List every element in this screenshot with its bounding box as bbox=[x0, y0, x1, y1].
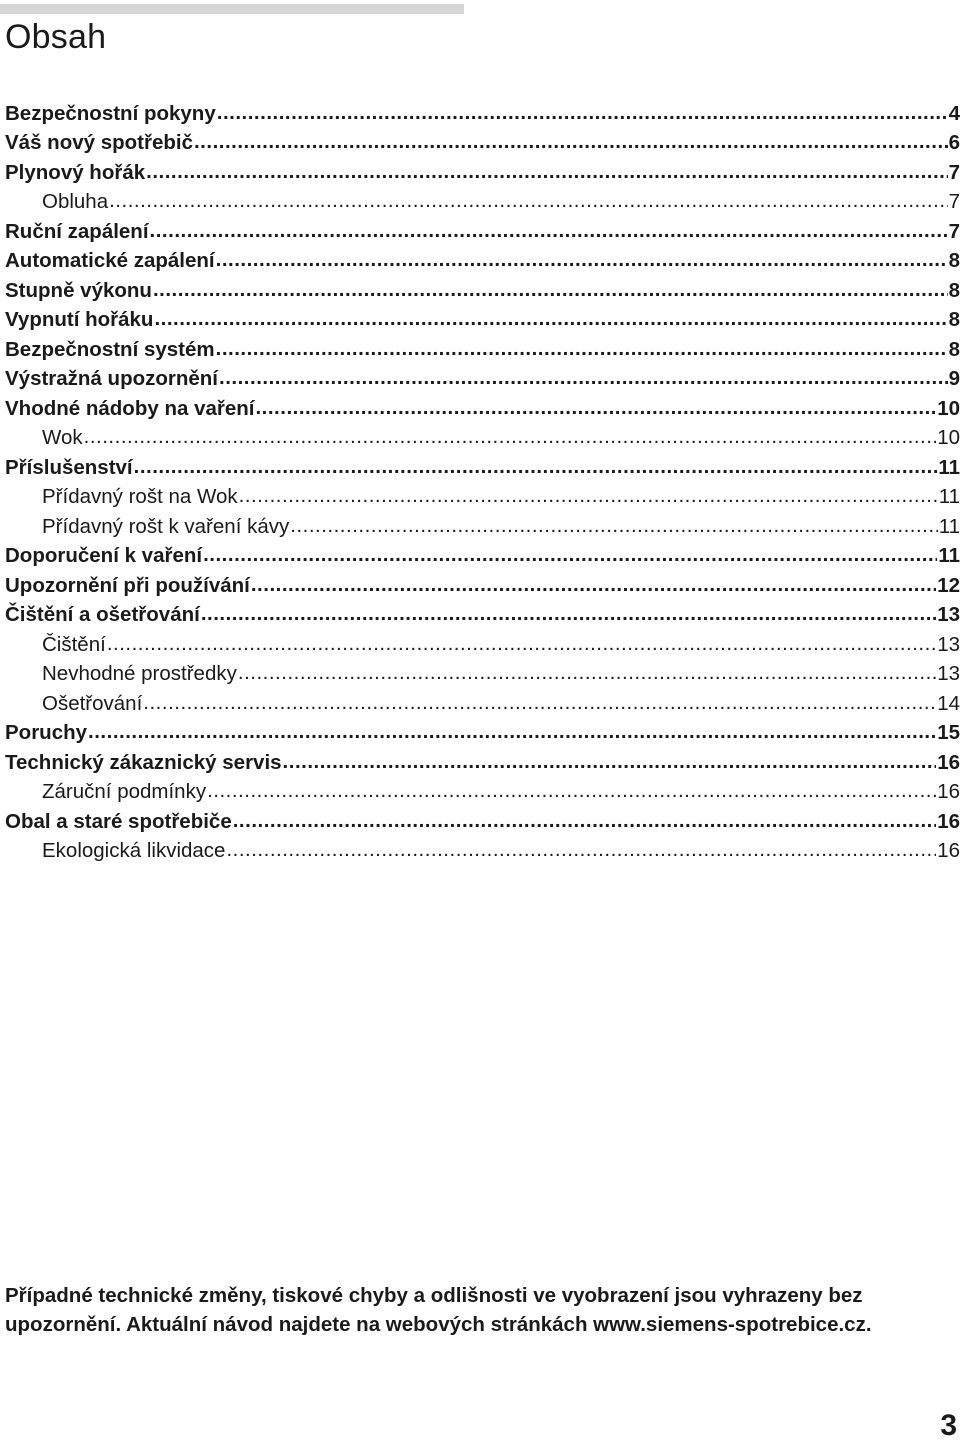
page-title: Obsah bbox=[5, 18, 107, 56]
toc-entry[interactable] bbox=[5, 394, 960, 424]
toc-leader-dots bbox=[154, 306, 947, 336]
toc-entry-page: 8 bbox=[948, 278, 960, 302]
toc-entry-page: 13 bbox=[937, 632, 960, 656]
toc-entry[interactable] bbox=[5, 99, 960, 129]
toc-leader-dots bbox=[203, 542, 937, 572]
toc-entry[interactable] bbox=[5, 276, 960, 306]
toc-entry-title: Vypnutí hořáku bbox=[5, 308, 154, 332]
toc-leader-dots bbox=[109, 188, 947, 218]
toc-leader-dots bbox=[134, 453, 938, 483]
toc-entry-page: 11 bbox=[938, 455, 960, 479]
toc-entry[interactable] bbox=[5, 542, 960, 572]
toc-entry-page: 14 bbox=[937, 691, 960, 715]
toc-entry[interactable] bbox=[5, 512, 960, 542]
toc-entry[interactable] bbox=[5, 247, 960, 277]
toc-entry-page: 8 bbox=[948, 249, 960, 273]
toc-entry[interactable] bbox=[5, 483, 960, 513]
toc-entry-page: 6 bbox=[948, 131, 960, 155]
toc-entry[interactable] bbox=[5, 217, 960, 247]
toc-entry[interactable] bbox=[5, 306, 960, 336]
toc-entry-page: 16 bbox=[937, 780, 960, 804]
toc-entry[interactable] bbox=[5, 571, 960, 601]
toc-entry-page: 8 bbox=[948, 337, 960, 361]
toc-entry-page: 7 bbox=[948, 160, 960, 184]
toc-entry-page: 12 bbox=[937, 573, 960, 597]
toc-entry-page: 7 bbox=[948, 219, 960, 243]
toc-entry[interactable] bbox=[5, 129, 960, 159]
toc-entry-page: 4 bbox=[948, 101, 960, 125]
toc-entry-title: Přídavný rošt na Wok bbox=[42, 485, 238, 509]
toc-entry-title: Stupně výkonu bbox=[5, 278, 152, 302]
toc-entry-title: Bezpečnostní systém bbox=[5, 337, 215, 361]
toc-leader-dots bbox=[153, 276, 948, 306]
toc-entry-title: Obluha bbox=[42, 190, 109, 214]
toc-leader-dots bbox=[219, 365, 948, 395]
toc-entry[interactable] bbox=[5, 748, 960, 778]
toc-entry[interactable] bbox=[5, 424, 960, 454]
toc-entry-page: 9 bbox=[948, 367, 960, 391]
toc-leader-dots bbox=[150, 217, 948, 247]
toc-entry-page: 7 bbox=[948, 190, 960, 214]
toc-leader-dots bbox=[290, 512, 937, 542]
toc-leader-dots bbox=[194, 129, 948, 159]
toc-leader-dots bbox=[201, 601, 936, 631]
toc-entry[interactable] bbox=[5, 188, 960, 218]
header-bar bbox=[0, 4, 464, 14]
toc-entry[interactable] bbox=[5, 837, 960, 867]
toc-entry-page: 11 bbox=[938, 544, 960, 568]
toc-entry-page: 16 bbox=[937, 809, 960, 833]
toc-leader-dots bbox=[217, 99, 948, 129]
toc-leader-dots bbox=[146, 158, 947, 188]
toc-leader-dots bbox=[283, 748, 937, 778]
toc-entry[interactable] bbox=[5, 365, 960, 395]
toc-leader-dots bbox=[207, 778, 936, 808]
page-number: 3 bbox=[940, 1409, 957, 1442]
toc-entry-title: Ošetřování bbox=[42, 691, 143, 715]
toc-entry-title: Přídavný rošt k vaření kávy bbox=[42, 514, 290, 538]
toc-entry[interactable] bbox=[5, 689, 960, 719]
toc-entry[interactable] bbox=[5, 630, 960, 660]
toc-entry-page: 13 bbox=[937, 603, 960, 627]
toc-entry-title: Wok bbox=[42, 426, 83, 450]
toc-leader-dots bbox=[233, 807, 936, 837]
toc-entry-title: Nevhodné prostředky bbox=[42, 662, 237, 686]
toc-leader-dots bbox=[84, 424, 937, 454]
toc-leader-dots bbox=[251, 571, 936, 601]
toc-leader-dots bbox=[216, 335, 948, 365]
toc-entry[interactable] bbox=[5, 778, 960, 808]
toc-entry-title: Bezpečnostní pokyny bbox=[5, 101, 216, 125]
toc-entry[interactable] bbox=[5, 335, 960, 365]
toc-leader-dots bbox=[239, 483, 938, 513]
toc-leader-dots bbox=[255, 394, 936, 424]
toc-leader-dots bbox=[238, 660, 936, 690]
toc-leader-dots bbox=[107, 630, 936, 660]
toc-entry-page: 13 bbox=[937, 662, 960, 686]
toc-entry-title: Čištění bbox=[42, 632, 106, 656]
toc-entry-page: 10 bbox=[937, 396, 960, 420]
toc-entry-title: Upozornění při používání bbox=[5, 573, 250, 597]
toc-entry[interactable] bbox=[5, 453, 960, 483]
toc-entry-title: Ekologická likvidace bbox=[42, 839, 226, 863]
toc-entry-page: 16 bbox=[937, 839, 960, 863]
toc-entry-title: Výstražná upozornění bbox=[5, 367, 219, 391]
toc-entry-title: Poruchy bbox=[5, 721, 88, 745]
toc-entry-title: Doporučení k vaření bbox=[5, 544, 203, 568]
toc-entry-title: Technický zákaznický servis bbox=[5, 750, 282, 774]
toc-entry[interactable] bbox=[5, 719, 960, 749]
disclaimer-note: Případné technické změny, tiskové chyby a odlišnosti ve vyobrazení jsou vyhrazeny bez upozornění. Aktuální návod najdete na webových stránkách www.siemens-spotrebice.cz. bbox=[5, 1284, 872, 1336]
toc-entry[interactable] bbox=[5, 660, 960, 690]
toc-entry[interactable] bbox=[5, 601, 960, 631]
toc-entry-page: 11 bbox=[938, 485, 960, 509]
table-of-contents bbox=[5, 99, 960, 866]
toc-entry-page: 8 bbox=[948, 308, 960, 332]
toc-entry-title: Obal a staré spotřebiče bbox=[5, 809, 232, 833]
toc-leader-dots bbox=[143, 689, 936, 719]
toc-leader-dots bbox=[226, 837, 936, 867]
toc-entry-title: Automatické zapálení bbox=[5, 249, 215, 273]
toc-entry-title: Vhodné nádoby na vaření bbox=[5, 396, 255, 420]
toc-entry-title: Záruční podmínky bbox=[42, 780, 207, 804]
toc-entry-title: Plynový hořák bbox=[5, 160, 146, 184]
toc-entry-page: 11 bbox=[938, 514, 960, 538]
toc-leader-dots bbox=[216, 247, 948, 277]
toc-entry-title: Ruční zapálení bbox=[5, 219, 149, 243]
toc-entry-page: 16 bbox=[937, 750, 960, 774]
toc-entry-title: Příslušenství bbox=[5, 455, 133, 479]
toc-entry-page: 15 bbox=[937, 721, 960, 745]
toc-entry[interactable] bbox=[5, 158, 960, 188]
toc-entry-page: 10 bbox=[937, 426, 960, 450]
toc-entry[interactable] bbox=[5, 807, 960, 837]
toc-entry-title: Čištění a ošetřování bbox=[5, 603, 200, 627]
toc-entry-title: Váš nový spotřebič bbox=[5, 131, 193, 155]
toc-leader-dots bbox=[88, 719, 936, 749]
